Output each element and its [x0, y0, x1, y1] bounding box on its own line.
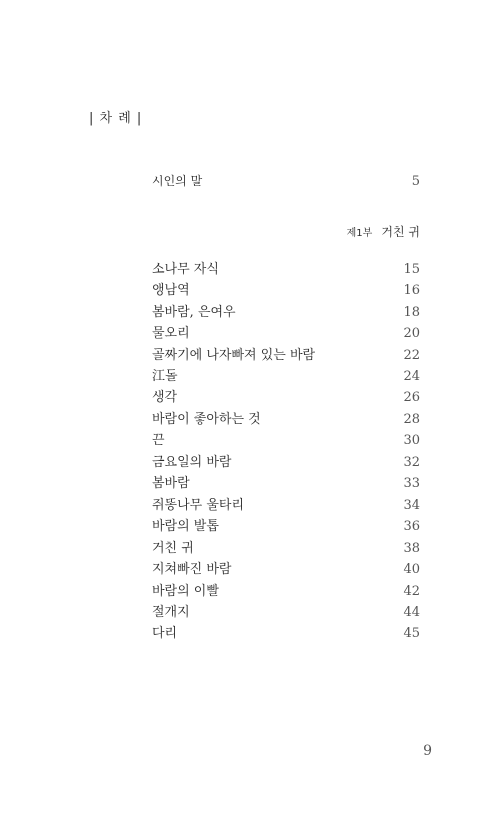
- toc-entry-page: 24: [403, 369, 420, 384]
- toc-title: | 차 례 |: [89, 111, 143, 126]
- toc-entry: [152, 322, 420, 342]
- toc-entry-page: 30: [403, 433, 420, 448]
- toc-entry: [152, 301, 420, 321]
- toc-entry: [152, 408, 420, 428]
- toc-entry-label: 봄바람, 은여우: [152, 305, 236, 320]
- toc-entry: [152, 386, 420, 406]
- section-heading: [347, 221, 420, 240]
- toc-entry-label: 소나무 자식: [152, 262, 219, 277]
- toc-entry-label: 쥐똥나무 울타리: [152, 498, 245, 513]
- toc-entry: [152, 451, 420, 471]
- toc-entry: [152, 344, 420, 364]
- toc-entry-label: 지쳐빠진 바람: [152, 562, 232, 577]
- toc-entry: [152, 601, 420, 621]
- toc-entry-preface: [152, 172, 420, 192]
- toc-entry-label: 江돌: [152, 369, 178, 384]
- toc-entry-label: 생각: [152, 390, 178, 405]
- toc-entry-page: 15: [403, 262, 420, 277]
- toc-entry: [152, 622, 420, 642]
- toc-entry-page: 42: [403, 584, 420, 599]
- toc-entry-page: 32: [403, 455, 420, 470]
- toc-entry-page: 45: [403, 626, 420, 641]
- section-part-number: 제1부: [346, 228, 373, 239]
- toc-entry-label: 골짜기에 나자빠져 있는 바람: [152, 348, 316, 363]
- toc-entry-label: 앵남역: [152, 283, 190, 298]
- toc-entry: [152, 365, 420, 385]
- toc-entry: [152, 279, 420, 299]
- toc-entry-label: 바람이 좋아하는 것: [152, 412, 261, 427]
- toc-entry-page: 34: [403, 498, 420, 513]
- section-name: 거친 귀: [381, 225, 420, 239]
- toc-entry-label: 절개지: [152, 605, 190, 620]
- toc-entry-page: 26: [403, 390, 420, 405]
- toc-entry-label: 금요일의 바람: [152, 455, 232, 470]
- toc-entry: [152, 580, 420, 600]
- toc-entry-page: 16: [403, 283, 420, 298]
- toc-entry-page: 33: [403, 476, 420, 491]
- toc-entry-page: 18: [403, 305, 420, 320]
- toc-entry-label: 바람의 발톱: [152, 519, 219, 534]
- toc-entry: [152, 537, 420, 557]
- toc-entry: [152, 494, 420, 514]
- toc-entry-label: 시인의 말: [152, 174, 203, 188]
- toc-entry-page: 22: [403, 348, 420, 363]
- toc-entry-page: 28: [403, 412, 420, 427]
- toc-entry-label: 끈: [152, 433, 165, 448]
- toc-entry-label: 물오리: [152, 326, 190, 341]
- toc-entry-label: 다리: [152, 626, 178, 641]
- toc-entry: [152, 558, 420, 578]
- toc-entry-label: 거친 귀: [152, 541, 194, 556]
- page-number: 9: [423, 743, 432, 759]
- toc-entry-label: 바람의 이빨: [152, 584, 219, 599]
- toc-entry-page: 5: [411, 174, 420, 189]
- toc-entry-label: 봄바람: [152, 476, 190, 491]
- toc-entry-page: 44: [403, 605, 420, 620]
- toc-entry-page: 36: [403, 519, 420, 534]
- toc-entry: [152, 472, 420, 492]
- toc-entry: [152, 429, 420, 449]
- toc-entry: [152, 258, 420, 278]
- toc-entry-page: 20: [403, 326, 420, 341]
- toc-entry: [152, 515, 420, 535]
- toc-entry-page: 38: [403, 541, 420, 556]
- toc-entry-page: 40: [403, 562, 420, 577]
